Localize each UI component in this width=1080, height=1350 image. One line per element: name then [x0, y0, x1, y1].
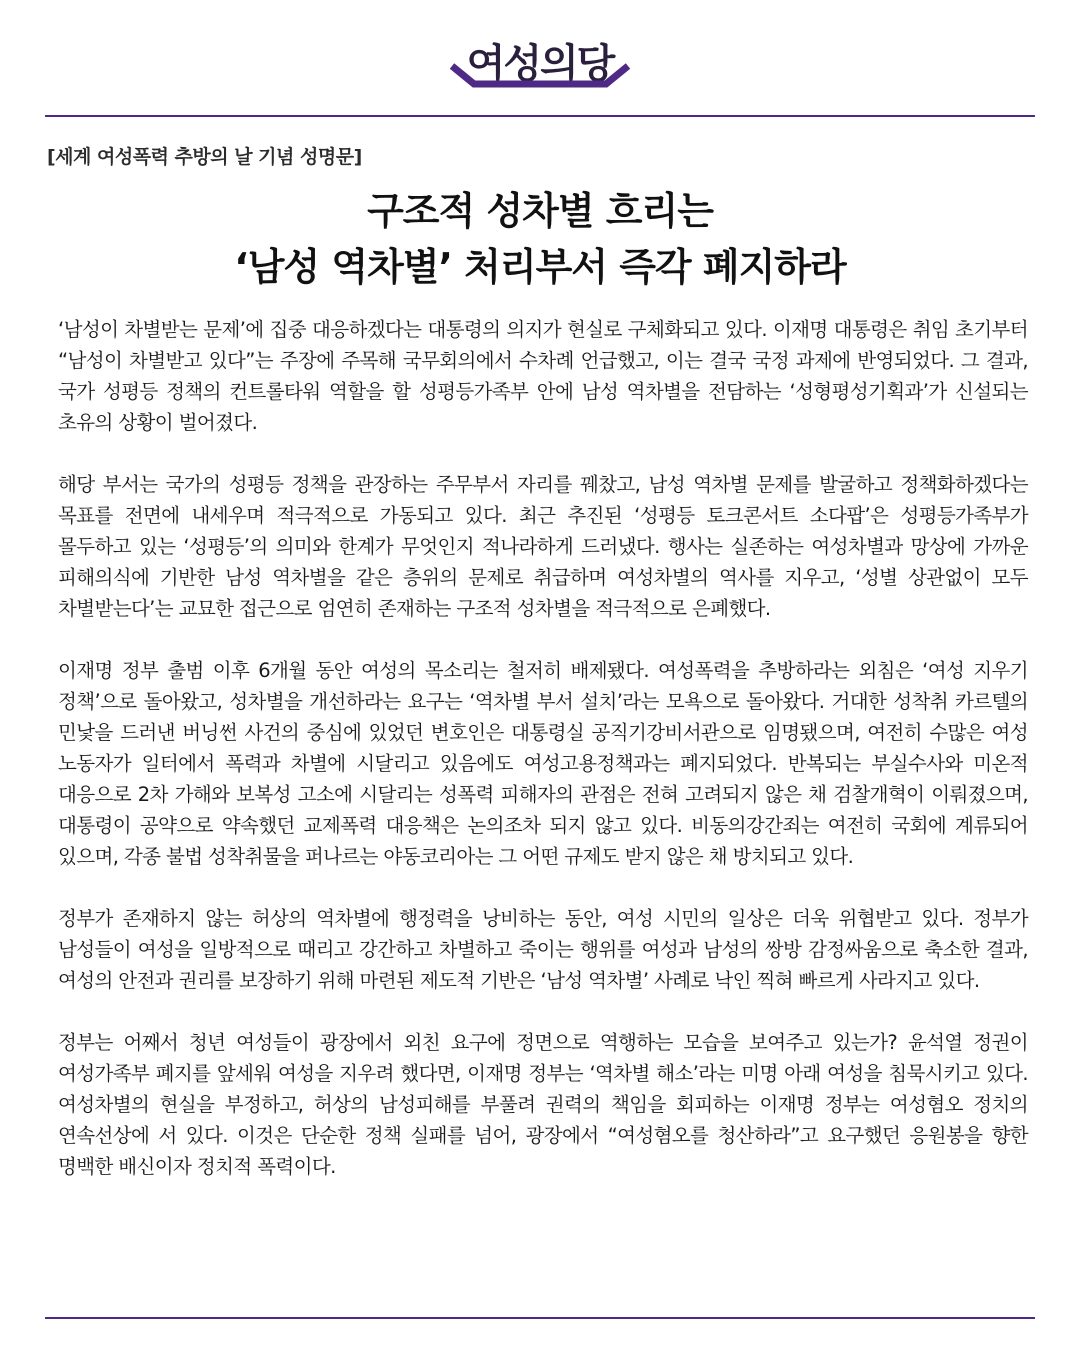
paragraph-4: 정부가 존재하지 않는 허상의 역차별에 행정력을 낭비하는 동안, 여성 시민의 일상은 더욱 위협받고 있다. 정부가 남성들이 여성을 일방적으로 때리고 강간하고 차별하고 죽이는 행위를 여성과 남성의 쌍방 감정싸움으로 축소한 결과, 여성의 안전과 권리를 보장하기 위해 마련된 제도적 기반은 ‘남성 역차별’ 사례로 낙인 찍혀 빠르게 사라지고 있다.: [58, 907, 1028, 992]
title-line-1: 구조적 성차별 흐리는: [367, 189, 713, 233]
document-tag: [세계 여성폭력 추방의 날 기념 성명문]: [47, 146, 362, 168]
document-title: [0, 183, 1080, 295]
logo-text: 여성의당: [466, 41, 614, 87]
top-divider: [45, 115, 1035, 117]
paragraph-2: 해당 부서는 국가의 성평등 정책을 관장하는 주무부서 자리를 꿰찼고, 남성 역차별 문제를 발굴하고 정책화하겠다는 목표를 전면에 내세우며 적극적으로 가동되고 있다. 최근 추진된 ‘성평등 토크콘서트 소다팝’은 성평등가족부가 몰두하고 있는 ‘성평등’의 의미와 한계가 무엇인지 적나라하게 드러냈다. 행사는 실존하는 여성차별과 망상에 가까운 피해의식에 기반한 남성 역차별을 같은 층위의 문제로 취급하며 여성차별의 역사를 지우고, ‘성별 상관없이 모두 차별받는다’는 교묘한 접근으로 엄연히 존재하는 구조적 성차별을 적극적으로 은폐했다.: [58, 473, 1028, 620]
title-line-2: ‘남성 역차별’ 처리부서 즉각 폐지하라: [234, 245, 846, 289]
statement-body: [58, 314, 1028, 1213]
paragraph-5: 정부는 어째서 청년 여성들이 광장에서 외친 요구에 정면으로 역행하는 모습을 보여주고 있는가? 윤석열 정권이 여성가족부 폐지를 앞세워 여성을 지우려 했다면, 이재명 정부는 ‘역차별 해소’라는 미명 아래 여성을 침묵시키고 있다. 여성차별의 현실을 부정하고, 허상의 남성피해를 부풀려 권력의 책임을 회피하는 이재명 정부는 여성혐오 정치의 연속선상에 서 있다. 이것은 단순한 정책 실패를 넘어, 광장에서 “여성혐오를 청산하라”고 요구했던 응원봉을 향한 명백한 배신이자 정치적 폭력이다.: [58, 1031, 1028, 1178]
logo-chevron-icon: [448, 62, 632, 90]
bottom-divider: [45, 1317, 1035, 1319]
paragraph-3: 이재명 정부 출범 이후 6개월 동안 여성의 목소리는 철저히 배제됐다. 여성폭력을 추방하라는 외침은 ‘여성 지우기 정책’으로 돌아왔고, 성차별을 개선하라는 요구는 ‘역차별 부서 설치’라는 모욕으로 돌아왔다. 거대한 성착취 카르텔의 민낯을 드러낸 버닝썬 사건의 중심에 있었던 변호인은 대통령실 공직기강비서관으로 임명됐으며, 여전히 수많은 여성 노동자가 일터에서 폭력과 차별에 시달리고 있음에도 여성고용정책과는 폐지되었다. 반복되는 부실수사와 미온적 대응으로 2차 가해와 보복성 고소에 시달리는 성폭력 피해자의 관점은 전혀 고려되지 않은 채 검찰개혁이 이뤄졌으며, 대통령이 공약으로 약속했던 교제폭력 대응책은 논의조차 되지 않고 있다. 비동의강간죄는 여전히 국회에 계류되어 있으며, 각종 불법 성착취물을 퍼나르는 야동코리아는 그 어떤 규제도 받지 않은 채 방치되고 있다.: [58, 659, 1028, 868]
party-logo: [0, 24, 1080, 94]
paragraph-1: ‘남성이 차별받는 문제’에 집중 대응하겠다는 대통령의 의지가 현실로 구체화되고 있다. 이재명 대통령은 취임 초기부터 “남성이 차별받고 있다”는 주장에 주목해 국무회의에서 수차례 언급했고, 이는 결국 국정 과제에 반영되었다. 그 결과, 국가 성평등 정책의 컨트롤타워 역할을 할 성평등가족부 안에 남성 역차별을 전담하는 ‘성형평성기획과’가 신설되는 초유의 상황이 벌어졌다.: [58, 318, 1028, 434]
